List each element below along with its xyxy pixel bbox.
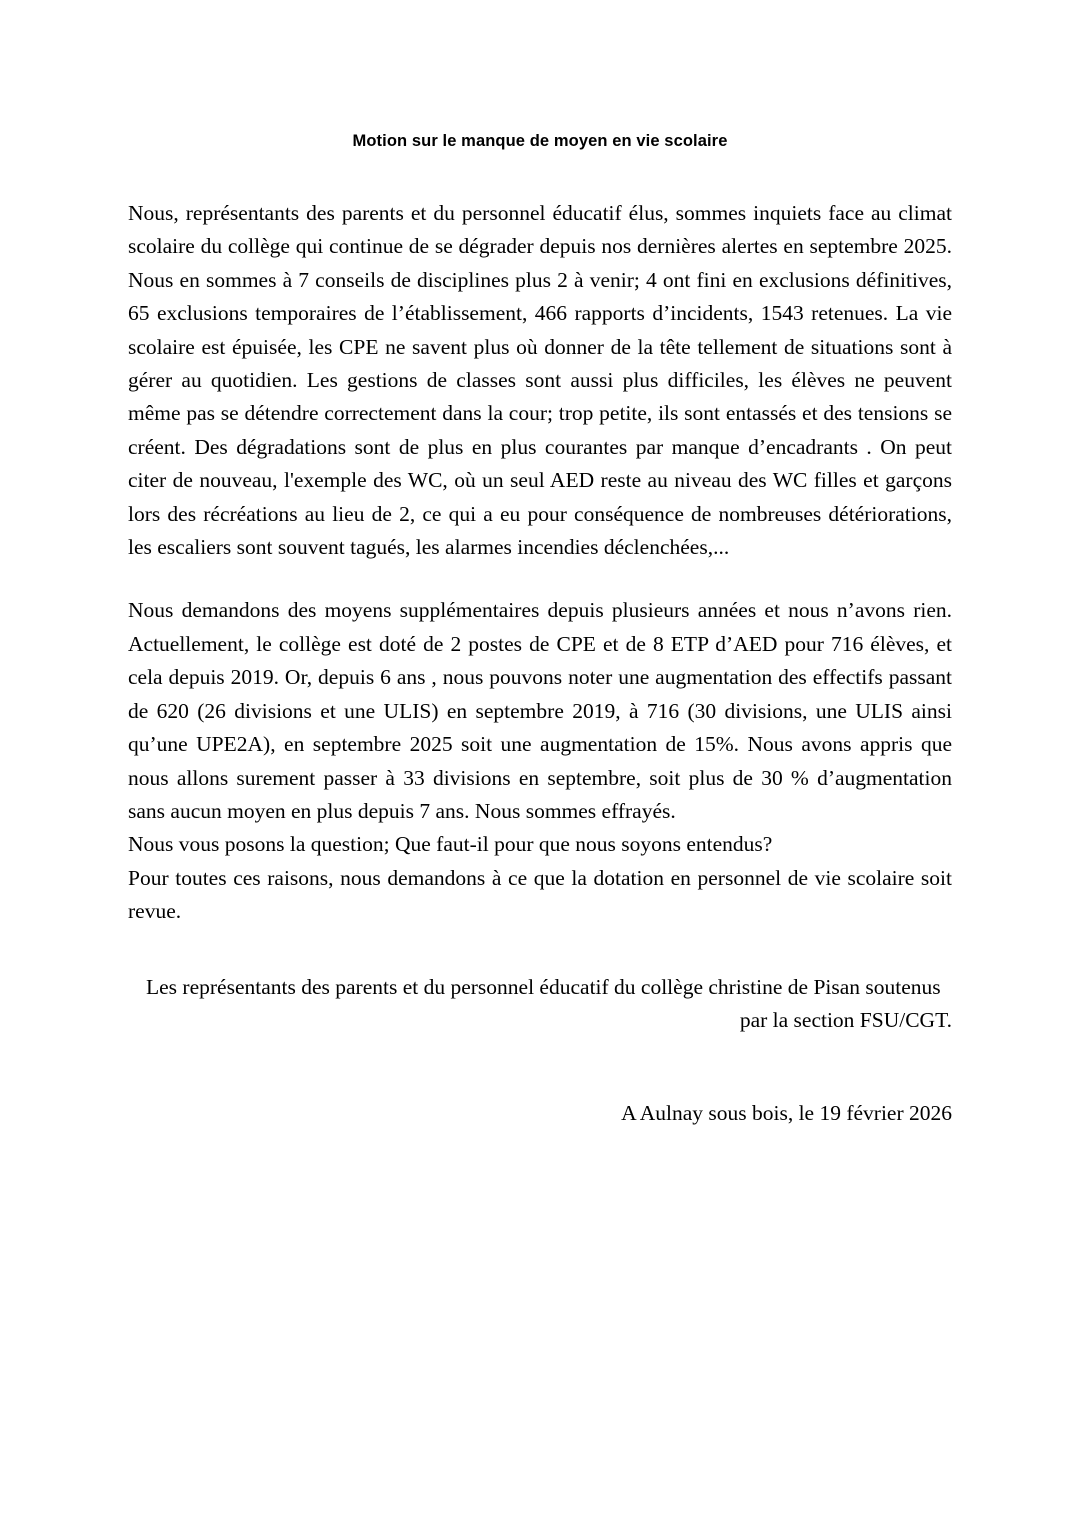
spacer-between-paragraphs <box>128 564 952 594</box>
place-and-date: A Aulnay sous bois, le 19 février 2026 <box>621 1101 952 1126</box>
paragraph-demande-dotation: Pour toutes ces raisons, nous demandons à ce que la dotation en personnel de vie scolaire soit revue. <box>128 865 952 924</box>
spacer-before-place-date <box>0 1037 1080 1097</box>
paragraph-climat-scolaire: Nous, représentants des parents et du personnel éducatif élus, sommes inquiets face au climat scolaire du collège qui continue de se dégrader depuis nos dernières alertes en septembre 2025. Nous en sommes à 7 conseils de disciplines plus 2 à venir; 4 ont fini en exclusions définitives, 65 exclusions temporaires de l’établissement, 466 rapports d’incidents, 1543 retenues. La vie scolaire est épuisée, les CPE ne savent plus où donner de la tête tellement de situations sont à gérer au quotidien. Les gestions de classes sont aussi plus difficiles, les élèves ne peuvent même pas se détendre correctement dans la cour; trop petite, ils sont entassés et des tensions se créent. Des dégradations sont de plus en plus courantes par manque d’encadrants . On peut citer de nouveau, l'exemple des WC, où un seul AED reste au niveau des WC filles et garçons lors des récréations au lieu de 2, ce qui a eu pour conséquence de nombreuses détériorations, les escaliers sont souvent tagués, les alarmes incendies déclenchées,... <box>128 201 952 560</box>
document-body <box>0 197 1080 929</box>
paragraph-question: Nous vous posons la question; Que faut-il pour que nous soyons entendus? <box>128 832 773 857</box>
spacer-before-signature <box>0 929 1080 971</box>
signature-line-2: par la section FSU/CGT. <box>739 1007 952 1032</box>
signature-line-1: Les représentants des parents et du personnel éducatif du collège christine de Pisan soutenus <box>146 974 941 999</box>
signature-block <box>0 971 1080 1038</box>
paragraph-moyens-supplementaires: Nous demandons des moyens supplémentaires depuis plusieurs années et nous n’avons rien. Actuellement, le collège est doté de 2 postes de CPE et de 8 ETP d’AED pour 716 élèves, et cela depuis 2019. Or, depuis 6 ans , nous pouvons noter une augmentation des effectifs passant de 620 (26 divisions et une ULIS) en septembre 2019, à 716 (30 divisions, une ULIS ainsi qu’une UPE2A), en septembre 2025 soit une augmentation de 15%. Nous avons appris que nous allons surement passer à 33 divisions en septembre, soit plus de 30 % d’augmentation sans aucun moyen en plus depuis 7 ans. Nous sommes effrayés. <box>128 598 952 823</box>
page-title: Motion sur le manque de moyen en vie scolaire <box>352 132 728 150</box>
spacer-after-title <box>0 151 1080 197</box>
